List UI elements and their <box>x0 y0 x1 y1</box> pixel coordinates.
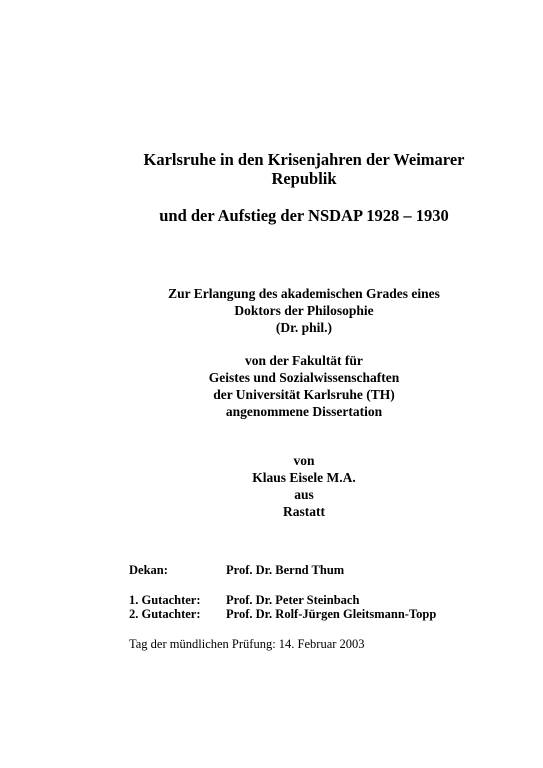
degree-statement <box>0 285 543 336</box>
reviewer-2-name: Prof. Dr. Rolf-Jürgen Gleitsmann-Topp <box>226 607 437 621</box>
author-aus: aus <box>294 487 314 502</box>
author-block <box>0 452 543 520</box>
author-von: von <box>293 453 315 468</box>
dean-label: Dekan: <box>129 563 168 577</box>
faculty-line-1: von der Fakultät für <box>245 353 363 368</box>
exam-date: Tag der mündlichen Prüfung: 14. Februar 2003 <box>129 637 365 651</box>
faculty-statement <box>0 352 543 420</box>
thesis-title-line-2: Republik <box>271 169 337 188</box>
thesis-title-line-1: Karlsruhe in den Krisenjahren der Weimarer <box>143 150 465 169</box>
dean-row <box>129 562 344 578</box>
degree-line-2: Doktors der Philosophie <box>234 303 374 318</box>
degree-line-1: Zur Erlangung des akademischen Grades eines <box>168 286 440 301</box>
reviewer-2-row <box>129 606 436 622</box>
degree-line-3: (Dr. phil.) <box>275 320 333 335</box>
faculty-line-2: Geistes und Sozialwissenschaften <box>208 370 400 385</box>
faculty-line-3: der Universität Karlsruhe (TH) <box>213 387 395 402</box>
reviewer-1-label: 1. Gutachter: <box>129 593 201 607</box>
reviewer-1-name: Prof. Dr. Peter Steinbach <box>226 593 360 607</box>
author-place: Rastatt <box>283 504 325 519</box>
dean-name: Prof. Dr. Bernd Thum <box>226 563 345 577</box>
faculty-line-4: angenommene Dissertation <box>225 404 383 419</box>
author-name: Klaus Eisele M.A. <box>252 470 356 485</box>
reviewer-2-label: 2. Gutachter: <box>129 607 201 621</box>
thesis-subtitle: und der Aufstieg der NSDAP 1928 – 1930 <box>159 206 449 225</box>
